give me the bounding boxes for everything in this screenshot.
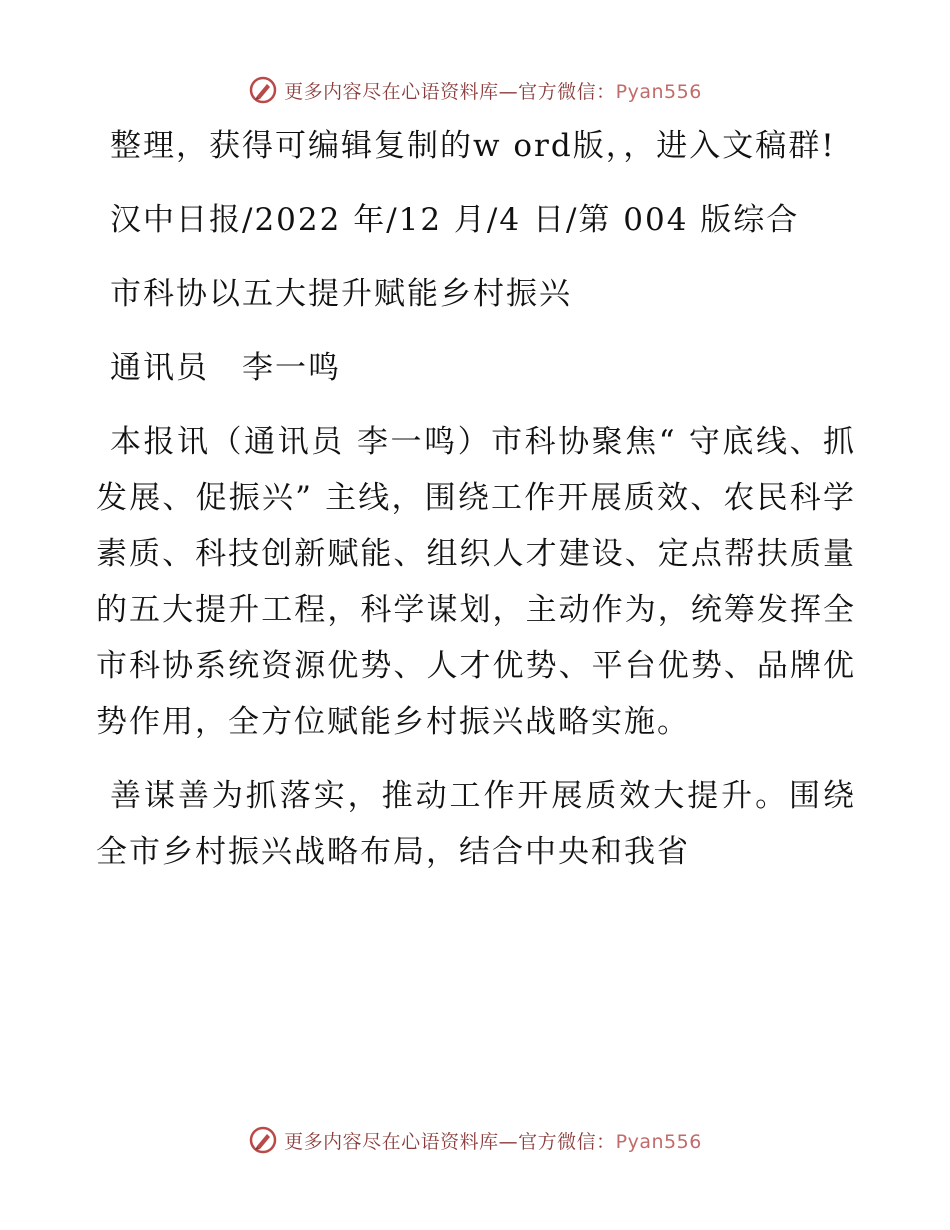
header-watermark-banner — [0, 70, 950, 110]
article-byline: 通讯员 李一鸣 — [110, 350, 341, 386]
header-watermark-label: 更多内容尽在心语资料库—官方微信： — [284, 80, 616, 103]
pen-logo-icon — [248, 75, 278, 105]
footer-watermark-wechat-id: Pyan556 — [615, 1130, 702, 1153]
pen-logo-icon — [248, 1125, 278, 1155]
document-body — [96, 118, 856, 898]
header-watermark-wechat-id: Pyan556 — [615, 80, 702, 103]
article-paragraph-2: 善谋善为抓落实，推动工作开展质效大提升。围绕全市乡村振兴战略布局，结合中央和我省 — [96, 778, 856, 870]
paragraph-intro: 整理，获得可编辑复制的w ord版，，进入文稿群! — [110, 128, 836, 164]
article-headline: 市科协以五大提升赋能乡村振兴 — [110, 276, 572, 312]
footer-watermark-label: 更多内容尽在心语资料库—官方微信： — [284, 1130, 616, 1153]
footer-watermark-banner — [0, 1120, 950, 1160]
article-paragraph-1: 本报讯（通讯员 李一鸣）市科协聚焦“ 守底线、抓发展、促振兴” 主线，围绕工作开展质效、农民科学素质、科技创新赋能、组织人才建设、定点帮扶质量的五大提升工程，科学谋划，主动作为，统筹发挥全市科协系统资源优势、人才优势、平台优势、品牌优势作用，全方位赋能乡村振兴战略实施。 — [96, 424, 856, 740]
paragraph-source-line: 汉中日报/2022 年/12 月/4 日/第 004 版综合 — [110, 202, 800, 238]
header-watermark-text — [284, 77, 702, 104]
footer-watermark-text — [284, 1127, 702, 1154]
